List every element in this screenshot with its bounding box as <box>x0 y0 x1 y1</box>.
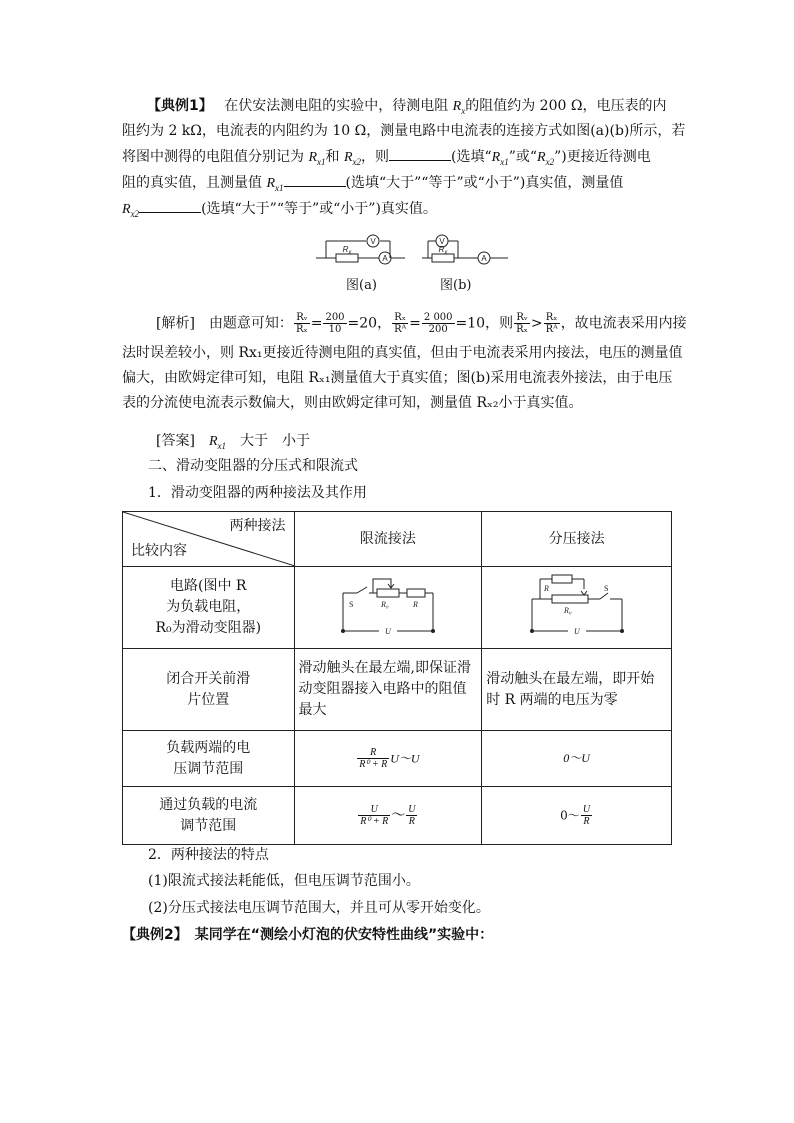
analysis-line3: 偏大，由欧姆定律可知，电阻 Rₓ₁测量值大于真实值；图(b)采用电流表外接法，由于电压 <box>122 370 673 386</box>
example1-tag: 【典例1】 <box>147 98 206 114</box>
example1-line2: 阻约为 2 kΩ，电流表的内阻约为 10 Ω，测量电路中电流表的连接方式如图(a)(b)所示，若 <box>122 123 686 139</box>
example2-line: 【典例2】 某同学在“测绘小灯泡的伏安特性曲线”实验中： <box>122 927 494 943</box>
figure-a-caption: 图(a) <box>346 278 377 293</box>
example1-line3: 将图中测得的电阻值分别记为 $R_{x1}$和 $R_{x2}$，则 (选填“$R_{x1}$”或“$R_{x2}$”)更接近待测电 <box>122 146 651 174</box>
example2-tag: 【典例2】 <box>122 927 181 943</box>
limit-circuit-cell <box>294 567 482 649</box>
svg-text:S: S <box>603 584 609 593</box>
svg-text:R: R <box>543 584 549 593</box>
analysis-line4: 表的分流使电流表示数偏大，则由欧姆定律可知，测量值 Rₓ₂小于真实值。 <box>122 395 583 411</box>
answer-blank-3[interactable] <box>139 198 201 213</box>
example1-line1: 【典例1】 在伏安法测电阻的实验中，待测电阻 $R_x$的阻值约为 200 Ω，电压表的内 <box>147 98 667 116</box>
section2-sub1: 1．滑动变阻器的两种接法及其作用 <box>148 485 367 501</box>
col-header-divider: 分压接法 <box>482 512 672 567</box>
ammeter-a-label: A <box>382 254 388 263</box>
limit-circuit-diagram <box>333 569 443 639</box>
voltmeter-b-label: V <box>439 237 445 246</box>
table-row: 通过负载的电流 调节范围 $\frac{U}{\text{R⁰ + R}}$ ～ $\frac{U}{R}$ 0～ $\frac{U}{R}$ <box>123 787 672 845</box>
analysis-line1: [解析] 由题意可知： $\frac{\text{Rᵥ}}{\text{Rₓ}}$ = $\frac{200}{10}$ =20， $\frac{\text{Rₓ}}{\text{Rᴬ}}$ = $\frac{2 000}{200}$ =10，则 $\frac{\text{Rᵥ}}{\text{Rₓ}}$ > $\frac{\text{Rₓ}}{\text{Rᴬ}}$ ，故电流表采用内接 <box>156 312 687 335</box>
svg-text:R₀: R₀ <box>380 600 389 609</box>
example1-line4: 阻的真实值，且测量值 $R_{x1}$ (选填“大于”“等于”或“小于”)真实值，测量值 <box>122 172 623 200</box>
svg-text:R: R <box>412 600 418 609</box>
answer-tag: [答案] <box>156 433 195 449</box>
svg-text:U: U <box>384 627 391 636</box>
ammeter-b-label: A <box>481 254 487 263</box>
table-row: 负载两端的电 压调节范围 $\frac{R}{\text{R⁰ + R}}$ U～U 0～U <box>123 731 672 787</box>
figure-b-caption: 图(b) <box>440 278 472 293</box>
answer-line: [答案] $R_{x1}$ 大于 小于 <box>156 433 310 451</box>
circuit-figures <box>310 230 520 270</box>
section2-sub2: 2．两种接法的特点 <box>148 847 269 863</box>
answer-blank-2[interactable] <box>284 172 346 187</box>
svg-text:U: U <box>573 627 580 636</box>
section2-title: 二、滑动变阻器的分压式和限流式 <box>148 458 358 474</box>
svg-text:R₀: R₀ <box>563 606 572 615</box>
analysis-tag: [解析] <box>156 315 195 332</box>
table-row: 闭合开关前滑 片位置 滑动触头在最左端,即保证滑 动变阻器接入电路中的阻值 最大 滑动触头在最左端，即开始 时 R 两端的电压为零 <box>123 649 672 731</box>
answer-blank-1[interactable] <box>389 146 451 161</box>
feature-point-1: (1)限流式接法耗能低，但电压调节范围小。 <box>148 873 420 889</box>
table-corner-cell: 两种接法 比较内容 <box>123 512 295 567</box>
divider-circuit-diagram <box>522 569 632 639</box>
svg-text:S: S <box>348 600 354 609</box>
example1-line5: $R_{x2}$ (选填“大于”“等于”或“小于”)真实值。 <box>122 198 437 226</box>
rx-b-label: $R_x$ <box>438 245 448 256</box>
divider-circuit-cell <box>482 567 672 649</box>
col-header-limit: 限流接法 <box>294 512 482 567</box>
table-row: 电路(图中 R 为负载电阻， R₀为滑动变阻器) S R₀ R U R R₀ S U <box>123 567 672 649</box>
feature-point-2: (2)分压式接法电压调节范围大，并且可从零开始变化。 <box>148 900 490 916</box>
rx-a-label: $R_x$ <box>342 245 352 256</box>
voltmeter-a-label: V <box>370 237 376 246</box>
comparison-table <box>122 511 672 845</box>
analysis-line2: 法时误差较小，则 Rx₁更接近待测电阻的真实值，但由于电流表采用内接法，电压的测量值 <box>122 345 683 361</box>
